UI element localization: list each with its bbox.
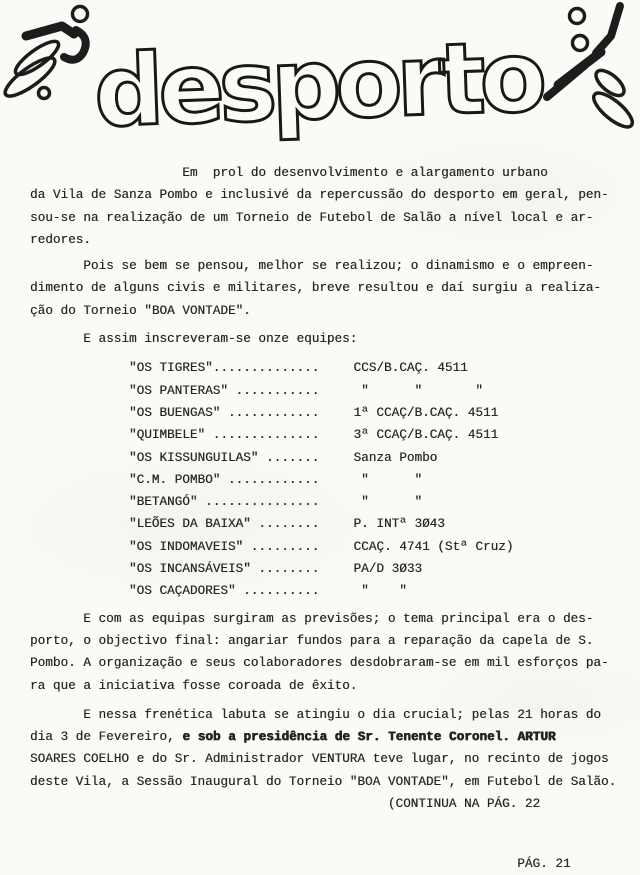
- body-line: sou-se na realização de um Torneio de Futebol de Salão a nível local e ar-: [30, 209, 594, 225]
- team-name: "LEÕES DA BAIXA" ........: [128, 516, 320, 532]
- article-body: [0, 160, 640, 875]
- team-row: [129, 536, 622, 558]
- team-affiliation: " ": [353, 583, 407, 599]
- soccer-player-icon: [0, 7, 87, 102]
- paragraph-teams-intro: [30, 328, 622, 350]
- body-line: ção do Torneio "BOA VONTADE".: [30, 302, 251, 318]
- handball-player-icon: [547, 6, 637, 132]
- paragraph-goal: [30, 608, 622, 697]
- team-affiliation: " " ": [353, 382, 483, 398]
- body-line: SOARES COELHO e do Sr. Administrador VENTURA teve lugar, no recinto de jogos: [30, 751, 609, 767]
- team-affiliation: " ": [353, 471, 423, 487]
- team-name: "BETANGÓ" ...............: [128, 494, 320, 510]
- team-row: [129, 469, 622, 491]
- team-name: "OS TIGRES"..............: [128, 360, 320, 376]
- paragraph-inauguration: [30, 704, 622, 815]
- team-name: "OS BUENGAS" ............: [128, 404, 320, 420]
- page-footer: [30, 853, 622, 875]
- paragraph-intro: [30, 162, 622, 251]
- team-name: "OS PANTERAS" ...........: [128, 382, 320, 398]
- body-line: Em prol do desenvolvimento e alargamento urbano: [182, 165, 548, 180]
- team-row: [129, 424, 622, 446]
- page-number: PÁG. 21: [517, 856, 571, 872]
- team-name: "OS INDOMAVEIS" .........: [128, 538, 320, 554]
- body-line: dimento de alguns civis e militares, breve resultou e daí surgiu a realiza-: [30, 280, 602, 296]
- overstruck-bold-text: e sob a presidência de Sr. Tenente Coronel. ARTUR: [182, 729, 556, 745]
- team-affiliation: Sanza Pombo: [353, 449, 438, 465]
- team-row: [129, 357, 622, 379]
- team-affiliation: CCAÇ. 4741 (Stª Cruz): [353, 538, 514, 554]
- team-name: "QUIMBELE" ..............: [128, 427, 320, 443]
- team-name: "OS KISSUNGUILAS" .......: [128, 449, 320, 465]
- masthead-artwork: [0, 0, 640, 160]
- body-line: E nessa frenética labuta se atingiu o dia crucial; pelas 21 horas do: [83, 706, 602, 722]
- body-line: Pois se bem se pensou, melhor se realizou; o dinamismo e o empreen-: [83, 258, 594, 274]
- team-row: [129, 491, 622, 513]
- page-title: desporto: [92, 20, 543, 150]
- paragraph-tournament: [30, 255, 622, 322]
- body-line: redores.: [30, 231, 91, 247]
- body-line: Pombo. A organização e seus colaboradores desdobraram-se em mil esforços pa-: [30, 655, 609, 671]
- team-row: [129, 447, 622, 469]
- body-text: dia 3 de Fevereiro,: [30, 729, 183, 745]
- team-affiliation: " ": [353, 494, 423, 510]
- team-name: "C.M. POMBO" ............: [128, 471, 320, 487]
- team-affiliation: PA/D 3Ø33: [353, 561, 423, 577]
- team-name: "OS INCANSÁVEIS" ........: [128, 561, 320, 577]
- body-line: E com as equipas surgiram as previsões; o tema principal era o des-: [83, 610, 594, 626]
- team-affiliation: 1ª CCAÇ/B.CAÇ. 4511: [353, 404, 499, 420]
- team-affiliation: CCS/B.CAÇ. 4511: [353, 360, 468, 376]
- team-affiliation: 3ª CCAÇ/B.CAÇ. 4511: [353, 427, 499, 443]
- body-line: ra que a iniciativa fosse coroada de êxito.: [30, 677, 358, 693]
- body-line: E assim inscreveram-se onze equipes:: [83, 331, 358, 347]
- team-row: [129, 380, 622, 402]
- body-line: [30, 726, 622, 748]
- team-list: [129, 357, 622, 602]
- body-line: deste Vila, a Sessão Inaugural do Torneio "BOA VONTADE", em Futebol de Salão.: [30, 773, 617, 789]
- team-row: [129, 580, 622, 602]
- team-affiliation: P. INTª 3Ø43: [353, 516, 445, 532]
- team-name: "OS CAÇADORES" ..........: [128, 583, 320, 599]
- team-row: [129, 558, 622, 580]
- body-line: da Vila de Sanza Pombo e inclusivé da repercussão do desporto em geral, pen-: [30, 187, 609, 203]
- body-line: porto, o objectivo final: angariar fundos para a reparação da capela de S.: [30, 632, 594, 648]
- continuation-note: (CONTINUA NA PÁG. 22: [387, 796, 541, 812]
- team-row: [129, 402, 622, 424]
- team-row: [129, 513, 622, 535]
